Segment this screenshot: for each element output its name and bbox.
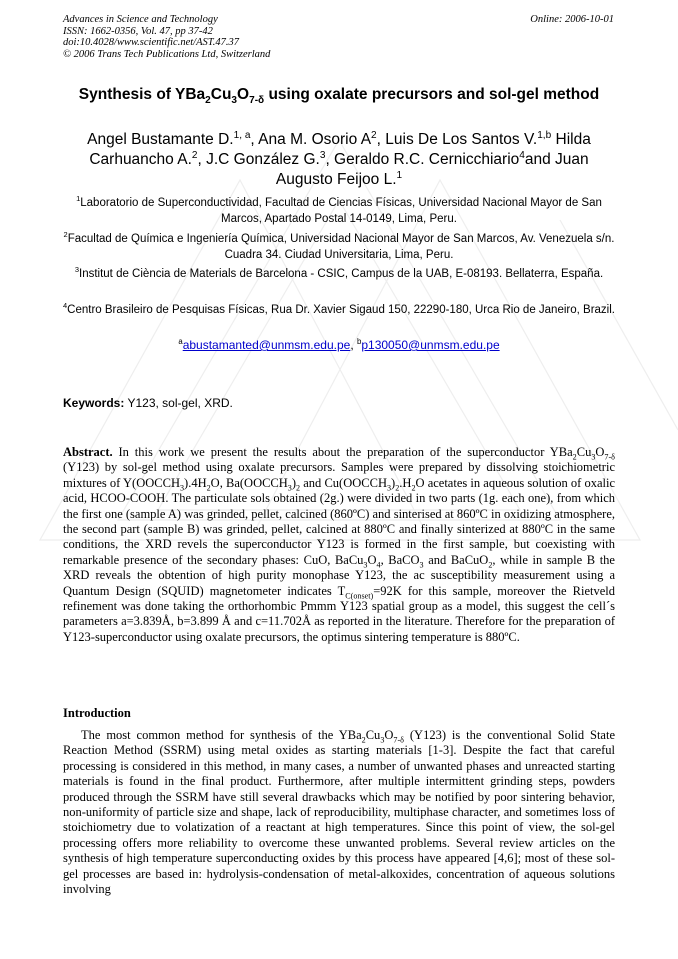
email-link-b[interactable]: p130050@unmsm.edu.pe (361, 338, 500, 352)
copyright-line: © 2006 Trans Tech Publications Ltd, Switzerland (63, 48, 271, 60)
abstract-label: Abstract. (63, 445, 113, 459)
online-date: Online: 2006-10-01 (530, 14, 614, 25)
author-list: Angel Bustamante D.$^{1, a}$, Ana M. Osorio $A^2$, Luis De Los Santos V.$^{1,b}$ Hilda Carhuancho A.$^2$, J.C González G.$^3$, Geraldo R.C. Cernicchiario$^4$and Juan Augusto Feijoo L.$^1$ (87, 129, 591, 188)
email-link-a[interactable]: abustamanted@unmsm.edu.pe (182, 338, 351, 352)
affiliation-3: $^3$Institut de Ciència de Materials de Barcelona - CSIC, Campus de la UAB, E-08193. Bellaterra, España. (74, 265, 604, 280)
introduction-heading: Introduction (63, 706, 131, 720)
contact-emails: $^a$abustamanted@unmsm.edu.pe, $^b$p130050@unmsm.edu.pe (178, 337, 500, 352)
doi-line: doi:10.4028/www.scientific.net/AST.47.37 (63, 37, 240, 48)
journal-name: Advances in Science and Technology (63, 14, 218, 25)
affiliation-2: $^2$Facultad de Química e Ingeniería Química, Universidad Nacional Mayor de San Marcos, Av. Venezuela s/n. Cuadra 34. Ciudad Universitaria, Lima, Peru. (63, 230, 615, 261)
paper-title: Synthesis of $YBa_2Cu_3O_{7-\delta}$ using oxalate precursors and sol-gel method (78, 86, 600, 107)
issn-line: ISSN: 1662-0356, Vol. 47, pp 37-42 (63, 25, 213, 37)
introduction-paragraph: The most common method for synthesis of the $YBa_2Cu_3O_{7-\delta}$ (Y123) is the conventional Solid State Reaction Method (SSRM) using metal oxides as starting materials [1-3]. Despite the fact that careful processing is considered in this method, in many cases, a number of unwanted phases and unreacted starting materials is found in the final product. Furthermore, after multiple intermittent grinding steps, powders produced through the SSRM have still several drawbacks which may be notified by poor sintering behavior, non-uniformity of particle size and shape, lack of reproducibility, multiphase character, and sometimes loss of stoichiometry due to volatization of a reactant at high temperatures. Since this point of view, the sol-gel processing offers more reliability to overcome these unwanted problems. Several review articles on the synthesis of high temperature superconducting oxides by this process have appeared [4,6]; most of these sol-gel processes are based in: hydrolysis-condensation of metal-alkoxides, concentration of aqueous solutions involving (63, 728, 615, 897)
affiliation-4: $^4$Centro Brasileiro de Pesquisas Físicas, Rua Dr. Xavier Sigaud 150, 22290-180, Urca Rio de Janeiro, Brazil. (63, 301, 615, 316)
keywords: Keywords: Y123, sol-gel, XRD. (63, 396, 233, 410)
keywords-label: Keywords: (63, 396, 125, 410)
affiliation-1: $^1$Laboratorio de Superconductividad, Facultad de Ciencias Físicas, Universidad Nacional Mayor de San Marcos, Apartado Postal 14-0149, Lima, Peru. (76, 194, 602, 225)
abstract: Abstract. In this work we present the results about the preparation of the superconductor $YBa_2Cu_3O_{7-\delta}$ (Y123) by sol-gel method using oxalate precursors. Samples were prepared by dissolving stoichiometric mixtures of $Y(OOCCH_3).4H_2O$, $Ba(OOCCH_3)_2$ and $Cu(OOCCH_3)_2.H_2O$ acetates in aqueous solution of oxalic acid, HCOO-COOH. The particulate sols obtained (2g.) were divided in two parts (1g. each one), from which the first one (sample A) was grinded, pellet, calcined (860ºC) and sinterised at 860ºC in oxidizing atmosphere, the second part (sample B) was grinded, pellet, calcined at 880ºC and finally sinterized at 880ºC in the same conditions, the XRD revels the superconductor Y123 is formed in the first sample, but coexisting with remarkable presence of the secondary phases: CuO, $BaCu_3O_4$, BaCO$_3$ and BaCuO$_2$, while in sample B the XRD reveals the obtention of high purity monophase Y123, the ac susceptibility measurement using a Quantum Design (SQUID) magnetometer indicates $T_{C(onset)}=92K$ for this sample, moreover the Rietveld refinement was done taking the orthorhombic Pmmm Y123 spatial group as a model, this suggest the cell´s parameters a=3.839Å, b=3.899 Å and c=11.702Å as reported in the literature. Therefore for the preparation of Y123-superconductor using oxalate precursors, the optimus sintering temperature is 880ºC. (63, 445, 615, 644)
publication-info (63, 14, 270, 60)
